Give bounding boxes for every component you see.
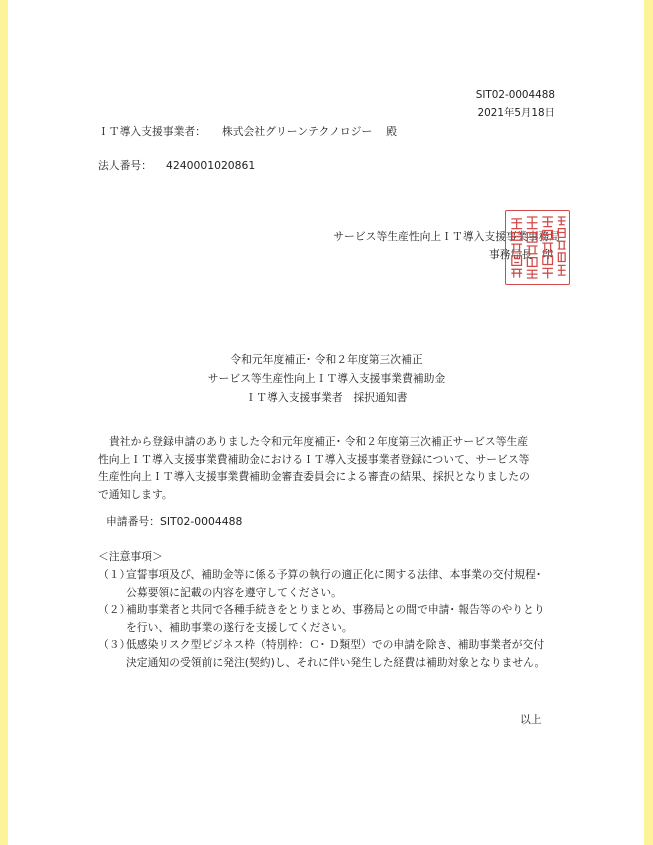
note-item bbox=[98, 636, 578, 671]
notice-body bbox=[98, 433, 568, 503]
note-item bbox=[98, 601, 578, 636]
corporate-number: 4240001020861 bbox=[165, 159, 256, 172]
issuer-title: 事務局長 bbox=[489, 248, 533, 261]
note-number: （１） bbox=[98, 568, 131, 581]
application-number-label: 申請番号： bbox=[106, 515, 160, 528]
note-number: （３） bbox=[98, 638, 131, 651]
corporate-number-label: 法人番号： bbox=[98, 159, 152, 172]
recipient-line bbox=[98, 124, 397, 139]
note-text-line: を行い、補助事業の遂行を支援してください。 bbox=[126, 620, 353, 634]
body-line: 生産性向上ＩＴ導入支援事業費補助金審査委員会による審査の結果、採択となりましたの bbox=[98, 470, 530, 483]
seal-glyphs bbox=[506, 211, 569, 284]
application-number-line bbox=[106, 514, 242, 529]
note-text-line: 低感染リスク型ビジネス枠（特別枠：Ｃ･ Ｄ類型）での申請を除き、補助事業者が交付 bbox=[126, 638, 545, 651]
title-line-2: サービス等生産性向上ＩＴ導入支援事業費補助金 bbox=[207, 372, 446, 385]
official-seal-stamp bbox=[505, 210, 570, 285]
issuer-organization: サービス等生産性向上ＩＴ導入支援事業事務局 bbox=[333, 230, 560, 243]
seal-mark-label: 印 bbox=[542, 248, 553, 261]
note-item bbox=[98, 566, 578, 601]
title-line-1: 令和元年度補正･ 令和２年度第三次補正 bbox=[230, 353, 423, 366]
note-text-line: 補助事業者と共同で各種手続きをとりまとめ、事務局との間で申請･ 報告等のやりとり bbox=[126, 603, 545, 616]
note-text-line: 公募要領に記載の内容を遵守してください。 bbox=[126, 585, 342, 599]
document-date: 2021年5月18日 bbox=[477, 107, 555, 119]
note-text-line: 宣誓事項及び、補助金等に係る予算の執行の適正化に関する法律、本事業の交付規程･ bbox=[126, 568, 542, 581]
application-number: SIT02-0004488 bbox=[159, 515, 243, 528]
document-number: SIT02-0004488 bbox=[475, 89, 555, 101]
body-line: 貴社から登録申請のありました令和元年度補正･ 令和２年度第三次補正サービス等生産 bbox=[109, 435, 529, 448]
closing-mark: 以上 bbox=[520, 713, 542, 726]
body-line: 性向上ＩＴ導入支援事業費補助金におけるＩＴ導入支援事業者登録について、サービス等 bbox=[98, 452, 530, 466]
recipient-honorific: 殿 bbox=[386, 125, 398, 138]
corporate-number-line bbox=[98, 158, 255, 173]
recipient-name: 株式会社グリーンテクノロジー bbox=[221, 125, 373, 138]
recipient-label: ＩＴ導入支援事業者： bbox=[98, 125, 206, 138]
note-number: （２） bbox=[98, 603, 131, 616]
body-line: で通知します。 bbox=[98, 487, 173, 501]
title-line-3: ＩＴ導入支援事業者 採択通知書 bbox=[245, 391, 408, 404]
notes-heading: ＜注意事項＞ bbox=[98, 550, 163, 563]
note-text-line: 決定通知の受領前に発注(契約)し、それに伴い発生した経費は補助対象となりません。 bbox=[126, 655, 546, 669]
notes-list bbox=[98, 566, 578, 671]
